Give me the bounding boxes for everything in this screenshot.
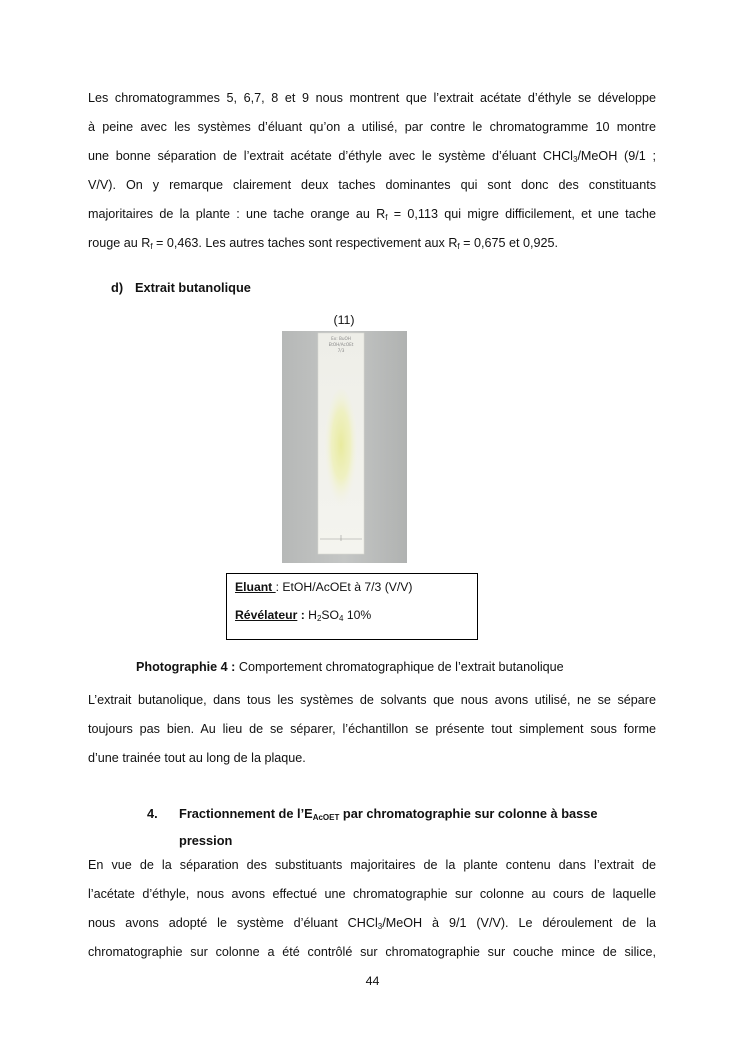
paragraph-ethyl-acetate-results: [88, 84, 656, 258]
section-heading-4: 4. Fractionnement de $l’E_{AcOET}$ par chromatographie sur colonne à basse pression: [147, 800, 627, 854]
eluant-legend-box: [226, 573, 478, 640]
heading-continuation: pression: [179, 833, 233, 848]
text-line: V/V). On y remarque clairement deux taches dominantes qui sont donc des constituants: [88, 178, 656, 192]
text-line: chromatographie sur colonne a été contrôlé sur chromatographie sur couche mince de silice,: [88, 945, 656, 959]
sample-streak: [324, 389, 358, 513]
text-line: d’une trainée tout au long de la plaque.: [88, 751, 306, 765]
text-line: toujours pas bien. Au lieu de se séparer, l’échantillon se présente tout simplement sous forme: [88, 722, 656, 736]
page-number: 44: [365, 974, 380, 988]
paragraph-column-chromatography: [88, 851, 656, 967]
text-line: rouge au $R_f = 0,463$. Les autres taches sont respectivement aux $R_f = 0,675$ et 0,925.: [88, 236, 559, 251]
text-line: Les chromatogrammes 5, 6,7, 8 et 9 nous montrent que l’extrait acétate d’éthyle se développe: [88, 91, 656, 105]
text-line: l’acétate d’éthyle, nous avons effectué une chromatographie sur colonne au cours de laquelle: [88, 887, 656, 901]
section-label: d): [111, 280, 124, 295]
plate-handwriting: Ex: BuOH: [331, 336, 351, 341]
section-heading-d: [111, 280, 251, 295]
section-number: 4.: [147, 806, 158, 821]
eluant-line: Eluant : EtOH/AcOEt à 7/3 (V/V): [235, 580, 413, 594]
paragraph-butanol-results: [88, 686, 656, 773]
text-line: une bonne séparation de l’extrait acétate d’éthyle avec le système d’éluant CHCl$_3$/MeOH (9/1 ;: [88, 149, 656, 164]
plate-handwriting: EtOH/AcOEt: [328, 342, 354, 347]
text-line: à peine avec les systèmes d’éluant qu’on a utilisé, par contre le chromatogramme 10 montre: [88, 120, 656, 134]
text-line: L’extrait butanolique, dans tous les systèmes de solvants que nous avons utilisé, ne se sépare: [88, 693, 656, 707]
photo-caption: Photographie 4 : Comportement chromatographique de l’extrait butanolique: [136, 660, 564, 674]
section-title: Extrait butanolique: [135, 280, 251, 295]
revelateur-line: Révélateur : $H_2SO_4$ 10%: [235, 608, 372, 623]
tlc-plate-photo: [282, 331, 407, 563]
text-line: En vue de la séparation des substituants majoritaires de la plante contenu dans l’extrait de: [88, 858, 656, 872]
text-line: majoritaires de la plante : une tache orange au $R_f = 0,113$ qui migre difficilement, et une tache: [88, 207, 656, 222]
text-line: nous avons adopté le système d’éluant CHCl$_3$/MeOH à 9/1 (V/V). Le déroulement de la: [88, 916, 656, 931]
figure-number: (11): [333, 313, 355, 327]
plate-handwriting: 7/3: [337, 348, 345, 353]
